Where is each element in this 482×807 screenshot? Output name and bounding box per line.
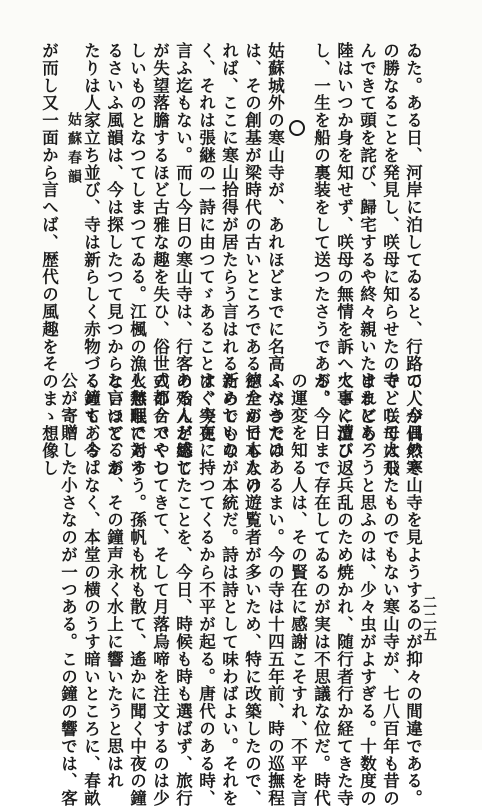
text-column: ままにあろうと思ふのは、少々虫がよすぎる。十数度の xyxy=(357,372,377,807)
text-column: の運変を知る人は、その賢在に感謝こそすれ、不平を言 xyxy=(288,372,308,807)
running-header: 姑蘇春韻 xyxy=(66,112,82,188)
text-column: と言つてるが、その鐘声永く水上に響いたうと思はれ xyxy=(104,372,124,790)
text-column: 徳全が日本人の遊覧者が多いため、特に改築したので、 xyxy=(242,372,262,807)
text-column: る鐘も、今はなく、本堂の横のうす暗いところに、春畝 xyxy=(81,372,101,807)
text-column: しいものとなつてしまつてゐる。江楓の漁火愁眠に対す xyxy=(127,42,147,477)
text-column: 寺として大したものでもない寒山寺が、七八百年も昔の xyxy=(380,372,400,807)
text-column: が、今日まで存在してゐるのが実は不思議な位だ。時代 xyxy=(311,372,331,807)
text-column: 言ふ迄もない。而し今日の寒山寺は、行客の殆んど総て xyxy=(173,42,193,477)
text-column: の都合でやつてきて、そして月落烏啼を注文するのは少 xyxy=(150,372,170,807)
text-column: るさいふ風韻は、今は探したつて見つからないほど、あ xyxy=(104,42,124,477)
text-column: 新らしいのが本統だ。詩は詩として味わばよい。それを xyxy=(219,372,239,807)
text-column: 公が寄贈した小さなのが一つある。この鐘の響では、客 xyxy=(58,372,78,807)
text-column: ゐた。ある日、河岸に泊してゐると、行路の人が偶然そ xyxy=(403,42,423,477)
text-column: て、今日の寒山寺を見ようするのが抑々の間違である。 xyxy=(403,372,423,807)
text-column: ある人が感じたことを、今日、時候も時も選ばず、旅行 xyxy=(173,372,193,807)
text-column: し、一生を船の裏装をして送つたさうである。 xyxy=(311,42,331,408)
text-column: 姑蘇城外の寒山寺が、あれほどまでに名高くなつたの xyxy=(265,42,285,460)
text-column: が失望落膽するほど古雅な趣を失ひ、俗世式のケバくし xyxy=(150,42,170,477)
text-column: たりは人家立ち並び、寺は新らしく赤物づくめてある。 xyxy=(81,42,101,477)
text-column: 火事に遭ひ、兵乱のため焼かれ、随行者行か経てきた寺 xyxy=(334,372,354,807)
text-column: んできて頭を詫び、歸宅するや終々親いたけれども、 xyxy=(357,42,377,460)
text-column: し無理であろう。孫帆も枕も散て、遙かに聞く中夜の鐘 xyxy=(127,372,147,807)
text-column: ふべきではあるまい。今の寺は十四五年前、時の巡撫程 xyxy=(265,372,285,807)
text-column: く、それは張継の一詩に由つてゞあることは、今更 xyxy=(196,42,216,443)
text-column: は、その創基が梁時代の古いところであるがためでもなけ xyxy=(242,42,262,495)
text-column: すぐ実在に持つてくるから不平が起る。唐代のある時、 xyxy=(196,372,216,807)
text-column: れば、ここに寒山拾得が居たらう言はれるためでもな xyxy=(219,42,239,460)
text-column: が而し又一面から言へば、歴代の風趣をそのまゝ想像し xyxy=(39,42,59,477)
section-break-circle-icon xyxy=(289,120,305,136)
page-number: 二二五 xyxy=(421,595,437,643)
text-column: の勝なることを発見し、咲母に知らせたので、咲母は飛 xyxy=(380,42,400,477)
text-column: 陸はいつか身を知せず、咲母の無情を訴へてさく泣び返 xyxy=(334,42,354,477)
